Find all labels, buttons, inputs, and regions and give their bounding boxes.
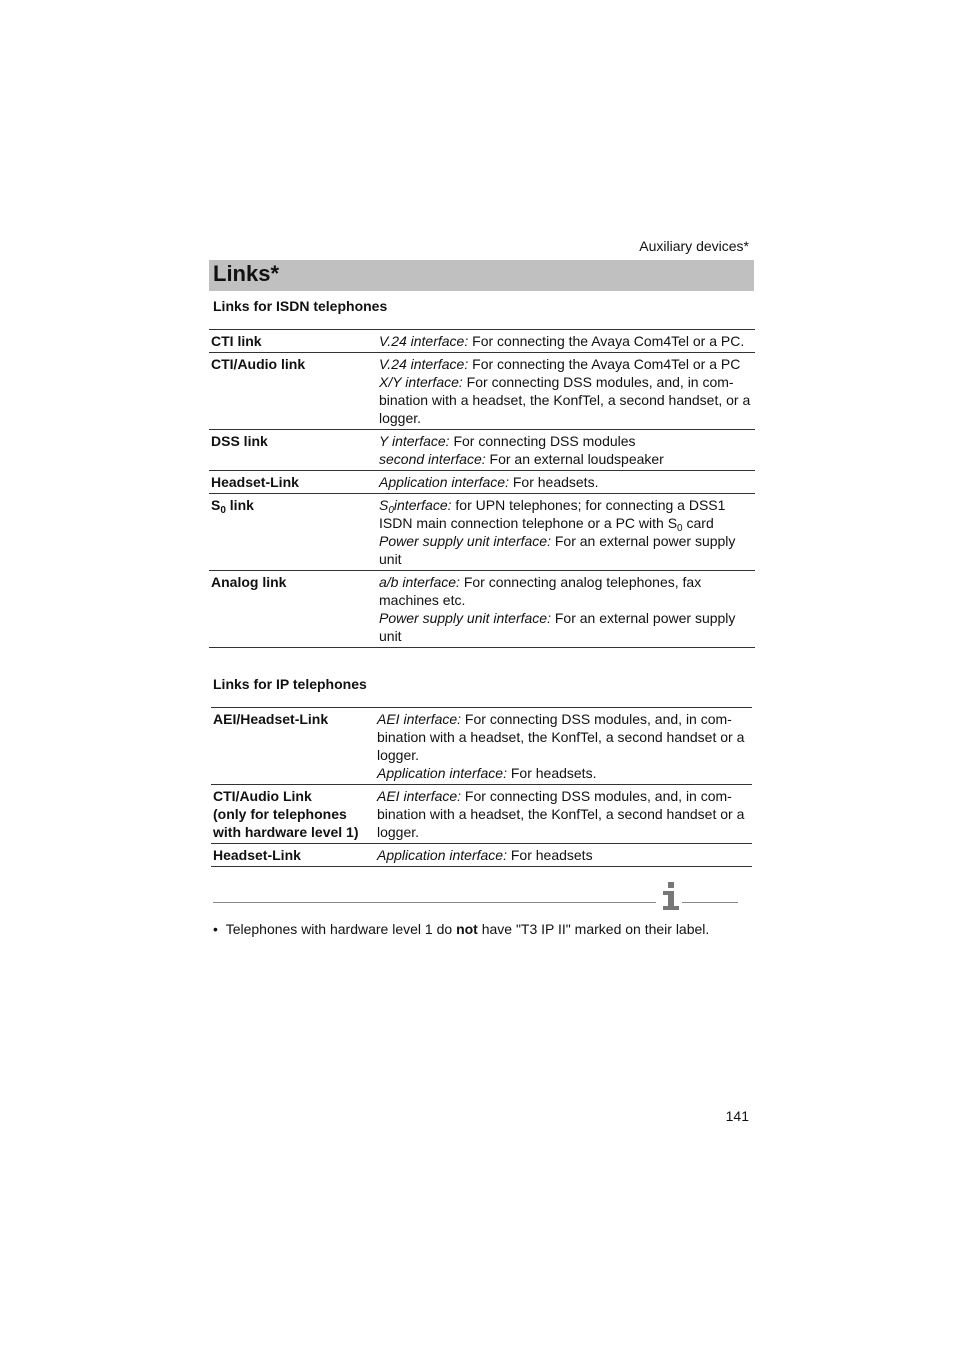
row-label: $S_0$ link xyxy=(209,494,377,571)
row-description: AEI interface: For connecting DSS modules, and, in com-bination with a headset, the KonfTel, a second handset or a logger. xyxy=(375,785,752,844)
page-number: 141 xyxy=(725,1108,749,1124)
isdn-links-table xyxy=(209,329,755,648)
ip-links-table xyxy=(211,707,752,867)
row-label: Analog link xyxy=(209,571,377,648)
row-label: Headset-Link xyxy=(211,844,375,867)
row-description: $S_0interface$: for UPN telephones; for connecting a DSS1 ISDN main connection telephone or a PC with $S_0$ card Power supply unit interface: For an external power supply unit xyxy=(377,494,755,571)
page-title: Links* xyxy=(213,261,280,286)
info-divider-right xyxy=(682,902,738,903)
row-label: CTI/Audio Link (only for telephones with hardware level 1) xyxy=(211,785,375,844)
row-description: a/b interface: For connecting analog telephones, fax machines etc. Power supply unit interface: For an external power supply unit xyxy=(377,571,755,648)
info-note: • Telephones with hardware level 1 do not have "T3 IP II" marked on their label. xyxy=(213,921,710,937)
table-row xyxy=(211,844,752,867)
row-label: Headset-Link xyxy=(209,471,377,494)
running-header: Auxiliary devices* xyxy=(639,238,749,254)
table-row xyxy=(209,330,755,353)
table-row xyxy=(209,430,755,471)
row-label: CTI link xyxy=(209,330,377,353)
row-label: AEI/Headset-Link xyxy=(211,708,375,785)
table-row xyxy=(211,785,752,844)
row-description: Y interface: For connecting DSS modules second interface: For an external loudspeaker xyxy=(377,430,755,471)
row-label: DSS link xyxy=(209,430,377,471)
isdn-links-heading: Links for ISDN telephones xyxy=(213,298,388,314)
info-divider xyxy=(213,902,656,903)
ip-links-heading: Links for IP telephones xyxy=(213,676,367,692)
section-title-bar xyxy=(209,260,754,291)
row-label: CTI/Audio link xyxy=(209,353,377,430)
row-description: Application interface: For headsets. xyxy=(377,471,755,494)
table-row xyxy=(209,353,755,430)
row-description: V.24 interface: For connecting the Avaya Com4Tel or a PC. xyxy=(377,330,755,353)
row-description: Application interface: For headsets xyxy=(375,844,752,867)
table-row xyxy=(209,471,755,494)
bullet: • xyxy=(213,921,218,937)
row-description: V.24 interface: For connecting the Avaya Com4Tel or a PC X/Y interface: For connecting DSS modules, and, in com-bination with a headset, the KonfTel, a second handset, or a logger. xyxy=(377,353,755,430)
table-row xyxy=(211,708,752,785)
table-row xyxy=(209,571,755,648)
info-icon xyxy=(659,878,683,912)
table-row xyxy=(209,494,755,571)
row-description: AEI interface: For connecting DSS modules, and, in com-bination with a headset, the KonfTel, a second handset or a logger. Application interface: For headsets. xyxy=(375,708,752,785)
